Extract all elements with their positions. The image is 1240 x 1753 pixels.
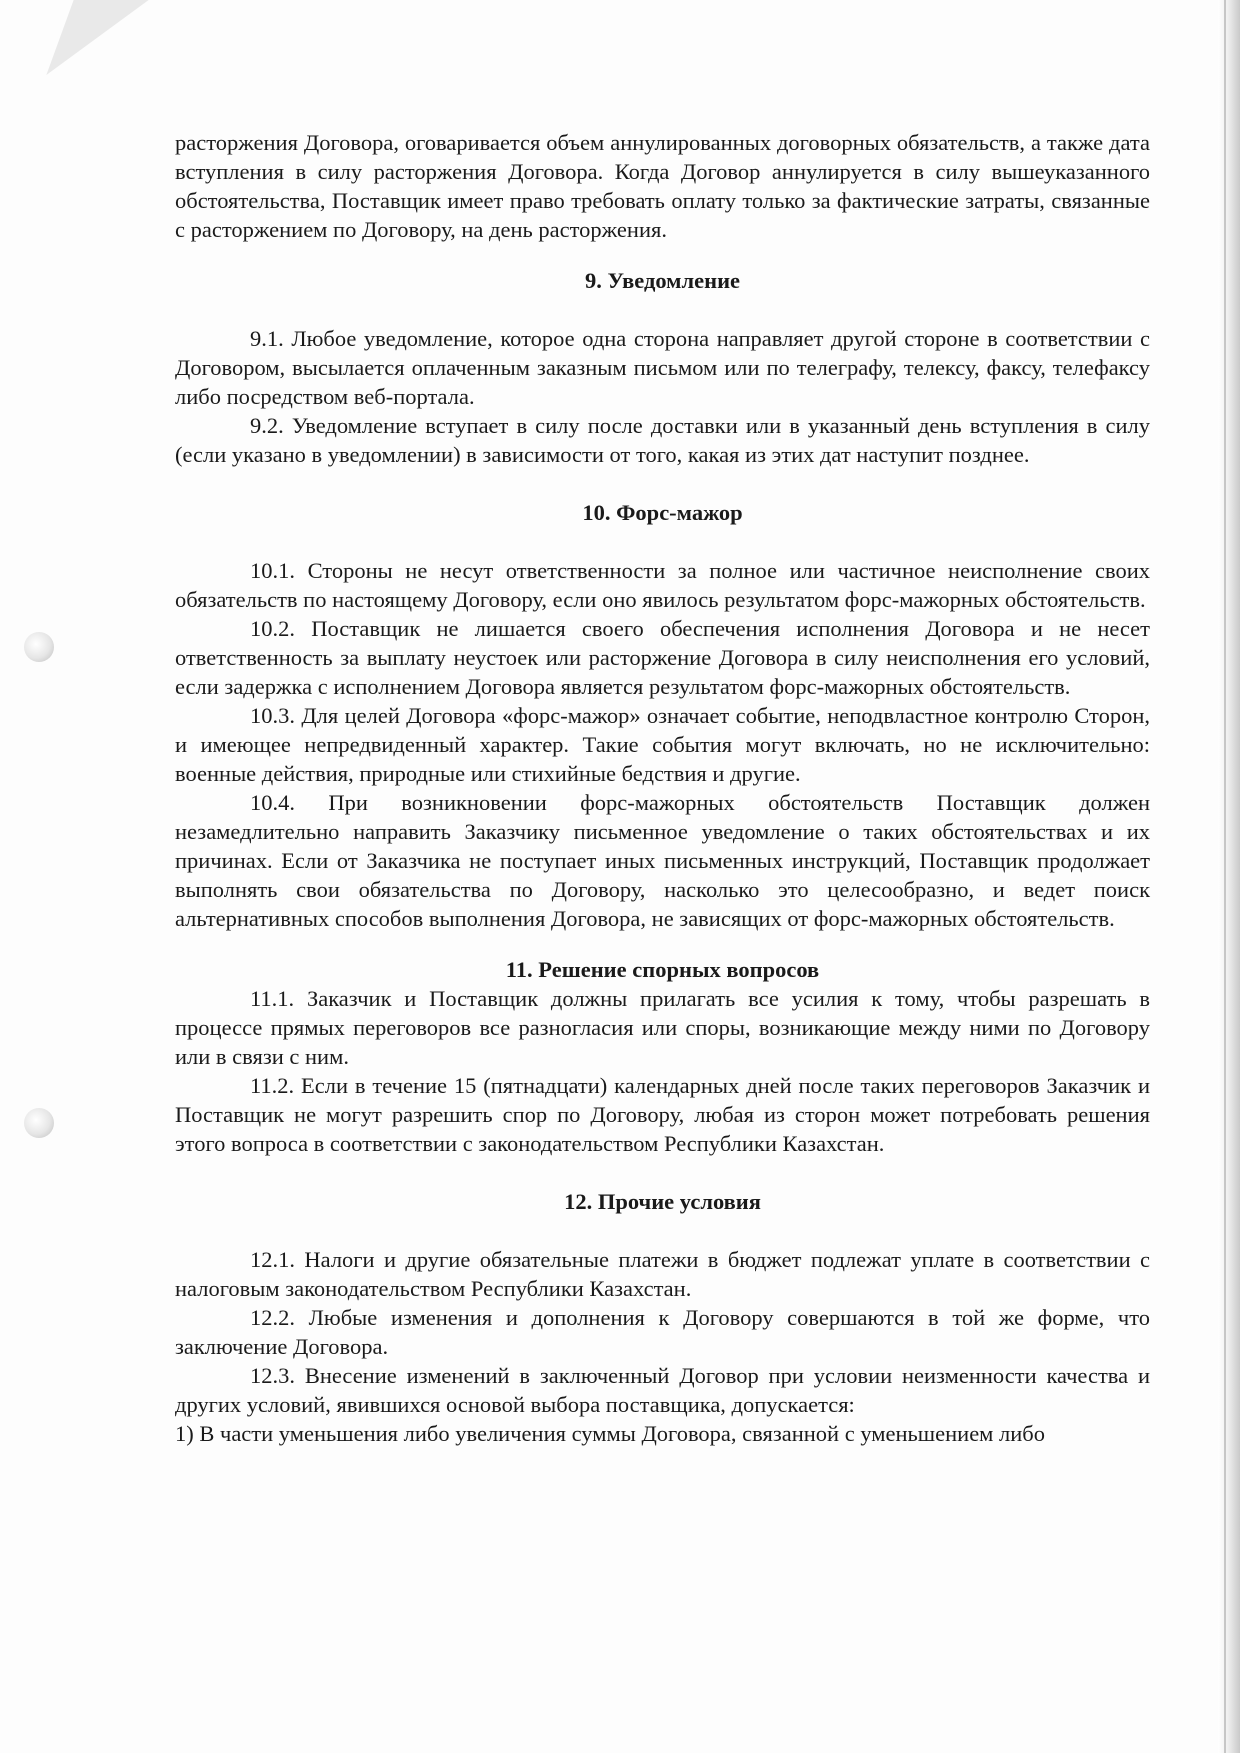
- folded-corner: [46, 0, 148, 75]
- page-edge-shadow: [1218, 0, 1240, 1753]
- page-edge-line: [1224, 0, 1226, 1753]
- clause-12-1: 12.1. Налоги и другие обязательные платежи в бюджет подлежат уплате в соответствии с налоговым законодательством Республики Казахстан.: [175, 1247, 1150, 1301]
- punch-hole: [24, 632, 54, 662]
- clause-10-3: 10.3. Для целей Договора «форс-мажор» означает событие, неподвластное контролю Сторон, и имеющее непредвиденный характер. Такие события могут включать, но не исключительно: военные действия, природные или стихийные бедствия и другие.: [175, 703, 1150, 786]
- clause-10-1: 10.1. Стороны не несут ответственности за полное или частичное неисполнение своих обязательств по настоящему Договору, если оно явилось результатом форс-мажорных обстоятельств.: [175, 558, 1150, 612]
- clause-11-1: 11.1. Заказчик и Поставщик должны прилагать все усилия к тому, чтобы разрешать в процессе прямых переговоров все разногласия или споры, возникающие между ними по Договору или в связи с ним.: [175, 986, 1150, 1069]
- intro-paragraph: расторжения Договора, оговаривается объем аннулированных договорных обязательств, а также дата вступления в силу расторжения Договора. Когда Договор аннулируется в силу вышеуказанного обстоятельства, Поставщик имеет право требовать оплату только за фактические затраты, связанные с расторжением по Договору, на день расторжения.: [175, 130, 1150, 242]
- clause-12-3: 12.3. Внесение изменений в заключенный Договор при условии неизменности качества и других условий, явившихся основой выбора поставщика, допускается:: [175, 1363, 1150, 1417]
- section-12-title: 12. Прочие условия: [564, 1189, 761, 1214]
- section-11-title: 11. Решение спорных вопросов: [505, 957, 820, 982]
- clause-11-2: 11.2. Если в течение 15 (пятнадцати) календарных дней после таких переговоров Заказчик и Поставщик не могут разрешить спор по Договору, любая из сторон может потребовать решения этого вопроса в соответствии с законодательством Республики Казахстан.: [175, 1073, 1150, 1156]
- clause-9-2: 9.2. Уведомление вступает в силу после доставки или в указанный день вступления в силу (если указано в уведомлении) в зависимости от того, какая из этих дат наступит позднее.: [175, 413, 1150, 467]
- clause-12-2: 12.2. Любые изменения и дополнения к Договору совершаются в той же форме, что заключение Договора.: [175, 1305, 1150, 1359]
- clause-12-3-item-1: 1) В части уменьшения либо увеличения суммы Договора, связанной с уменьшением либо: [175, 1421, 1046, 1446]
- clause-10-4: 10.4. При возникновении форс-мажорных обстоятельств Поставщик должен незамедлительно направить Заказчику письменное уведомление о таких обстоятельствах и их причинах. Если от Заказчика не поступает иных письменных инструкций, Поставщик продолжает выполнять свои обязательства по Договору, насколько это целесообразно, и ведет поиск альтернативных способов выполнения Договора, не зависящих от форс-мажорных обстоятельств.: [175, 790, 1150, 931]
- document-body: [175, 128, 1150, 1448]
- clause-9-1: 9.1. Любое уведомление, которое одна сторона направляет другой стороне в соответствии с Договором, высылается оплаченным заказным письмом или по телеграфу, телексу, факсу, телефаксу либо посредством веб-портала.: [175, 326, 1150, 409]
- section-10-title: 10. Форс-мажор: [582, 500, 743, 525]
- punch-hole: [24, 1108, 54, 1138]
- clause-10-2: 10.2. Поставщик не лишается своего обеспечения исполнения Договора и не несет ответственность за выплату неустоек или расторжение Договора в силу неисполнения его условий, если задержка с исполнением Договора является результатом форс-мажорных обстоятельств.: [175, 616, 1150, 699]
- section-9-title: 9. Уведомление: [584, 268, 741, 293]
